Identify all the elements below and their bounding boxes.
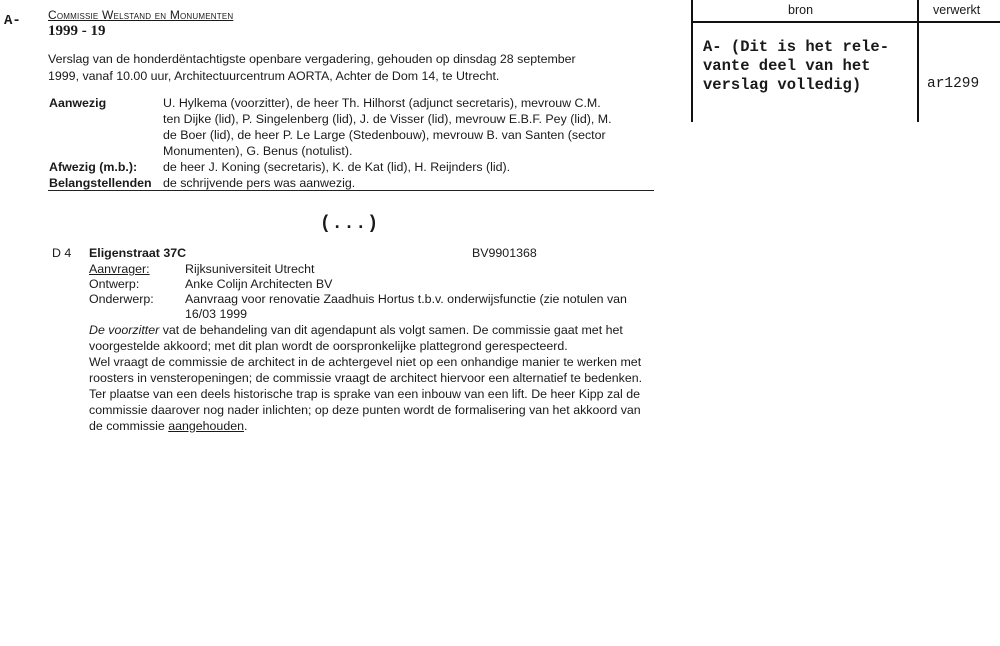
design-label: Ontwerp: [89,277,140,291]
paragraph-line-1-rest: vat de behandeling van dit agendapunt als volgt samen. De commissie gaat met het [159,323,623,337]
omission-marker: (...) [320,214,380,234]
held-keyword: aangehouden [168,419,244,433]
table-mid-border [917,0,919,122]
subject-line-1: Aanvraag voor renovatie Zaadhuis Hortus t.b.v. onderwijsfunctie (zie notulen van [185,292,627,306]
paragraph-line-3: Wel vraagt de commissie de architect in de achtergevel niet op een onhandige manier te werken met [89,355,642,369]
page-mark: A- [4,13,21,29]
table-header-rule [691,21,1000,23]
commission-title-text: Commissie Welstand en Monumenten [48,8,234,22]
item-code: D 4 [52,246,72,260]
applicant-value: Rijksuniversiteit Utrecht [185,262,315,276]
file-number: BV9901368 [472,246,537,260]
last-line-start: de commissie [89,419,169,433]
paragraph-line-2: voorgestelde akkoord; met dit plan wordt de oorspronkelijke plattegrond gerespecteerd. [89,339,568,353]
item-address: Eligenstraat 37C [89,246,187,260]
present-line-2: ten Dijke (lid), P. Singelenberg (lid), J. de Visser (lid), mevrouw E.B.F. Pey (lid), M. [163,112,612,126]
header-divider [48,190,654,191]
archive-code: ar1299 [927,76,980,92]
intro-line-1: Verslag van de honderdëntachtigste openbare vergadering, gehouden op dinsdag 28 september [48,52,576,66]
table-header-source: bron [788,3,814,17]
table-left-border [691,0,693,122]
source-note-line-2: vante deel van het [703,57,871,75]
paragraph-line-5: Ter plaatse van een deels historische trap is sprake van een inbouw van een lift. De heer Kipp zal de [89,387,641,401]
interested-label: Belangstellenden [49,176,152,190]
applicant-label: Aanvrager: [89,262,150,276]
table-header-processed: verwerkt [933,3,981,17]
paragraph-line-6: commissie daarover nog nader inlichten; op deze punten wordt de formalisering van het akkoord van [89,403,641,417]
meeting-number: 1999 - 19 [48,23,106,39]
present-line-1: U. Hylkema (voorzitter), de heer Th. Hilhorst (adjunct secretaris), mevrouw C.M. [163,96,601,110]
present-line-3: de Boer (lid), de heer P. Le Large (Stedenbouw), mevrouw B. van Santen (sector [163,128,606,142]
paragraph-line-4: roosters in vensteropeningen; de commissie vraagt de architect hiervoor een alternatief te bedenken. [89,371,643,385]
present-label: Aanwezig [49,96,107,110]
paragraph-line-7 [89,418,247,434]
chair-label: De voorzitter [89,323,160,337]
source-note-line-1: A- (Dit is het rele- [703,38,890,56]
subject-label: Onderwerp: [89,292,154,306]
source-note-line-3: verslag volledig) [703,76,862,94]
intro-line-2: 1999, vanaf 10.00 uur, Architectuurcentrum AORTA, Achter de Dom 14, te Utrecht. [48,69,500,83]
design-value: Anke Colijn Architecten BV [185,277,333,291]
absent-label: Afwezig (m.b.): [49,160,138,174]
paragraph-line-1 [89,322,623,338]
interested-text: de schrijvende pers was aanwezig. [163,176,356,190]
present-line-4: Monumenten), G. Benus (notulist). [163,144,353,158]
commission-title [48,8,233,22]
last-line-end: . [244,419,248,433]
absent-text: de heer J. Koning (secretaris), K. de Kat (lid), H. Reijnders (lid). [163,160,511,174]
subject-line-2: 16/03 1999 [185,307,248,321]
